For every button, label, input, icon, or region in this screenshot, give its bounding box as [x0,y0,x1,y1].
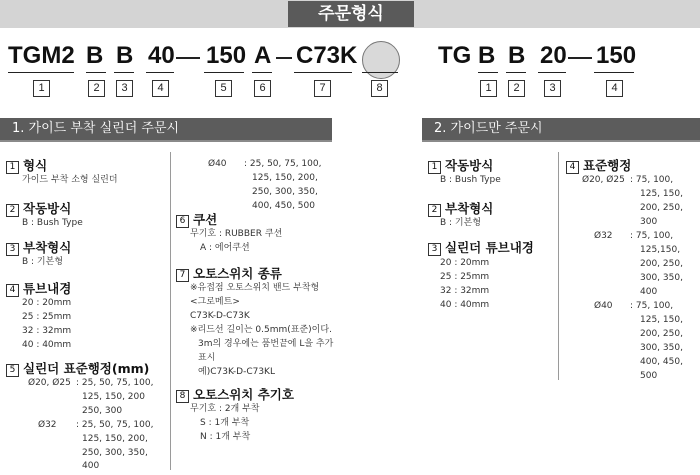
code-number-6: 6 [254,80,271,97]
stroke-values: 300 [640,217,658,227]
stroke-values: 125, 150, 200, [82,434,148,444]
stroke-label: Ø32 [594,231,613,241]
stroke-values: 400, 450, 500 [252,201,315,211]
underline [114,72,134,73]
code-part-bore: 40 [148,42,175,69]
item-text: 25 : 25mm [22,312,72,322]
item-number-box: 8 [176,390,189,403]
code-switch-qty-circle [362,41,400,79]
code-number-3: 3 [544,80,561,97]
code-number-2: 2 [508,80,525,97]
item-text: B : Bush Type [440,175,501,185]
item-number-box: 5 [6,364,19,377]
stroke-label: Ø40 [208,159,227,169]
item-text: B : Bush Type [22,218,83,228]
code-number-2: 2 [88,80,105,97]
item-number-box: 4 [566,161,579,174]
stroke-values: 300, 350, [640,343,683,353]
item-number-box: 2 [428,204,441,217]
code-part-model: TG [438,42,472,69]
item-text: ※유접점 오토스위치 밴드 부착형 [190,283,320,293]
item-text: 가이드 부착 소형 실린더 [22,175,118,185]
code-part-stroke: 150 [596,42,637,69]
item-title: 오토스위치 종류 [193,266,282,281]
item-text: 20 : 20mm [22,298,72,308]
item-title: 쿠션 [193,212,218,227]
stroke-values: 125, 150, [640,189,683,199]
underline [594,72,634,73]
code-part-mounting: B [116,42,134,69]
section-2-rule [422,140,700,142]
stroke-values: 200, 250, [640,329,683,339]
code-number-4: 4 [152,80,169,97]
stroke-values: 125,150, [640,245,681,255]
stroke-values: 200, 250, [640,203,683,213]
page-title: 주문형식 [288,1,414,27]
item-title: 작동방식 [445,158,494,173]
underline [204,72,244,73]
underline [294,72,352,73]
section-2-header: 2. 가이드만 주문시 [422,118,700,140]
stroke-values: 125, 150, [640,315,683,325]
stroke-values: : 75, 100, [630,301,674,311]
stroke-values: 400, 450, [640,357,683,367]
code-number-7: 7 [314,80,331,97]
underline [252,72,272,73]
item-number-box: 1 [6,161,19,174]
code-number-3: 3 [116,80,133,97]
stroke-values: 400 [82,461,100,471]
item-text: 32 : 32mm [440,286,490,296]
item-text: 3m의 경우에는 품번끝에 L을 추가 [198,339,334,349]
code-number-4: 4 [606,80,623,97]
stroke-values: : 75, 100, [630,231,674,241]
item-text: B : 기본형 [22,257,64,267]
code-part-model: TGM2 [8,42,75,69]
underline [362,72,398,73]
code-number-1: 1 [33,80,50,97]
stroke-values: 125, 150, 200, [252,173,318,183]
stroke-values: 250, 300 [82,406,123,416]
item-number-box: 1 [428,161,441,174]
code-dash [276,57,292,59]
item-title: 부착형식 [23,240,72,255]
code-dash [568,57,592,59]
item-text: B : 기본형 [440,218,482,228]
underline [86,72,106,73]
code-part-cushion: A [254,42,272,69]
stroke-values: : 25, 50, 75, 100, [76,420,154,430]
item-text: 예)C73K-D-C73KL [198,367,275,377]
stroke-values: : 75, 100, [630,175,674,185]
underline [478,72,498,73]
item-number-box: 4 [6,284,19,297]
stroke-values: : 25, 50, 75, 100, [244,159,322,169]
underline [146,72,174,73]
stroke-values: 400 [640,287,658,297]
item-text: 40 : 40mm [440,300,490,310]
item-text: C73K-D-C73K [190,311,250,321]
column-divider [558,152,559,380]
stroke-values: 250, 300, 350, [252,187,318,197]
item-text: 25 : 25mm [440,272,490,282]
column-divider [170,152,171,470]
code-part-operation: B [86,42,104,69]
underline [8,72,74,73]
code-part-operation: B [478,42,496,69]
stroke-label: Ø20, Ø25 [582,175,625,185]
item-number-box: 3 [6,243,19,256]
code-number-1: 1 [480,80,497,97]
item-text: 40 : 40mm [22,340,72,350]
code-part-switch: C73K [296,42,358,69]
item-text: 32 : 32mm [22,326,72,336]
item-text: 20 : 20mm [440,258,490,268]
code-dash [176,57,200,59]
code-part-stroke: 150 [206,42,247,69]
item-text: A : 에어쿠션 [200,243,250,253]
underline [506,72,526,73]
item-text: <그로메트> [190,297,240,307]
stroke-label: Ø40 [594,301,613,311]
item-text: 무기호 : 2개 부착 [190,404,260,414]
item-text: 무기호 : RUBBER 쿠션 [190,229,283,239]
stroke-values: 125, 150, 200 [82,392,145,402]
item-text: S : 1개 부착 [200,418,250,428]
stroke-values: : 25, 50, 75, 100, [76,378,154,388]
item-text: N : 1개 부착 [200,432,251,442]
section-1-rule [0,140,332,142]
item-title: 오토스위치 추기호 [193,387,294,402]
item-title: 표준행정 [583,158,632,173]
stroke-values: 500 [640,371,658,381]
item-title: 튜브내경 [23,281,72,296]
stroke-values: 250, 300, 350, [82,448,148,458]
stroke-label: Ø20, Ø25 [28,378,71,388]
item-title: 실린더 튜브내경 [445,240,534,255]
stroke-values: 200, 250, [640,259,683,269]
item-number-box: 6 [176,215,189,228]
section-1-header: 1. 가이드 부착 실린더 주문시 [0,118,332,140]
item-number-box: 3 [428,243,441,256]
item-title: 실린더 표준행정(mm) [23,361,150,376]
stroke-values: 300, 350, [640,273,683,283]
item-title: 작동방식 [23,201,72,216]
item-title: 형식 [23,158,48,173]
item-title: 부착형식 [445,201,494,216]
item-text: ※리드선 길이는 0.5mm(표준)이다. [190,325,332,335]
code-part-bore: 20 [540,42,567,69]
item-number-box: 7 [176,269,189,282]
stroke-label: Ø32 [38,420,57,430]
code-number-8: 8 [371,80,388,97]
item-number-box: 2 [6,204,19,217]
code-number-5: 5 [215,80,232,97]
underline [538,72,566,73]
item-text: 표시 [198,353,216,363]
code-part-mounting: B [508,42,526,69]
